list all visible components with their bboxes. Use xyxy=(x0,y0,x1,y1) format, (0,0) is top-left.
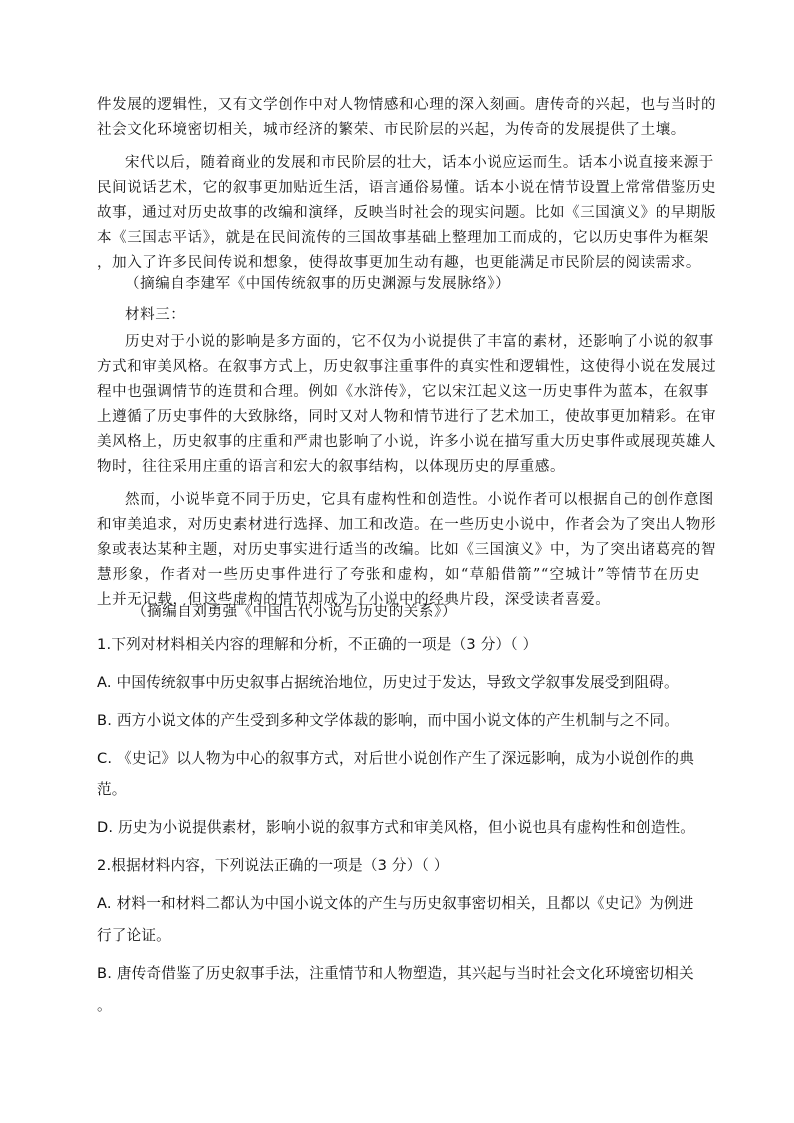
text-line: 故事，通过对历史故事的改编和演绎，反映当时社会的现实问题。比如《三国演义》的早期版 xyxy=(97,205,717,221)
question-2-stem: 2.根据材料内容，下列说法正确的一项是（3 分）（ ） xyxy=(97,857,449,874)
text-line: 宋代以后，随着商业的发展和市民阶层的壮大，话本小说应运而生。话本小说直接来源于 xyxy=(125,155,714,171)
text-line: ，加入了许多民间传说和想象，使得故事更加生动有趣，也更能满足市民阶层的阅读需求。 xyxy=(97,255,701,271)
text-line: 然而，小说毕竟不同于历史，它具有虚构性和创造性。小说作者可以根据自己的创作意图 xyxy=(125,492,714,508)
text-line: 上并无记载，但这些虚构的情节却成为了小说中的经典片段，深受读者喜爱。 xyxy=(97,592,611,608)
text-line: 美风格上，历史叙事的庄重和严肃也影响了小说，许多小说在描写重大历史事件或展现英雄人 xyxy=(97,434,717,450)
question-2-option-a-line-1: A. 材料一和材料二都认为中国小说文体的产生与历史叙事密切相关，且都以《史记》为例进 xyxy=(97,895,694,912)
text-line: 本《三国志平话》，就是在民间流传的三国故事基础上整理加工而成的，它以历史事件为框架 xyxy=(97,230,709,246)
text-line: 和审美追求，对历史素材进行选择、加工和改造。在一些历史小说中，作者会为了突出人物形 xyxy=(97,517,717,533)
text-line: 方式和审美风格。在叙事方式上，历史叙事注重事件的真实性和逻辑性，这使得小说在发展过 xyxy=(97,359,717,375)
question-1-stem: 1.下列对材料相关内容的理解和分析，不正确的一项是（3 分）（ ） xyxy=(97,636,538,653)
text-line: 上遵循了历史事件的大致脉络，同时又对人物和情节进行了艺术加工，使故事更加精彩。在审 xyxy=(97,409,717,425)
question-2-option-b-line-1: B. 唐传奇借鉴了历史叙事手法，注重情节和人物塑造，其兴起与当时社会文化环境密切相关 xyxy=(97,965,694,982)
question-2-option-a-line-2: 行了论证。 xyxy=(97,927,171,944)
question-1-option-b: B. 西方小说文体的产生受到多种文学体裁的影响，而中国小说文体的产生机制与之不同。 xyxy=(97,712,680,729)
text-line: 历史对于小说的影响是多方面的，它不仅为小说提供了丰富的素材，还影响了小说的叙事 xyxy=(125,334,714,350)
text-line: 物时，往往采用庄重的语言和宏大的叙事结构，以体现历史的厚重感。 xyxy=(97,459,566,475)
text-line: 程中也强调情节的连贯和合理。例如《水浒传》，它以宋江起义这一历史事件为蓝本，在叙事 xyxy=(97,384,709,400)
text-line: 社会文化环境密切相关，城市经济的繁荣、市民阶层的兴起，为传奇的发展提供了土壤。 xyxy=(97,122,686,138)
question-2-option-b-line-2: 。 xyxy=(97,997,112,1014)
material-3-label: 材料三： xyxy=(125,307,186,323)
question-1-option-d: D. 历史为小说提供素材，影响小说的叙事方式和审美风格，但小说也具有虚构性和创造性。 xyxy=(97,819,696,836)
text-line: 民间说话艺术，它的叙事更加贴近生活，语言通俗易懂。话本小说在情节设置上常常借鉴历史 xyxy=(97,180,717,196)
source-citation-2: （摘编自李建军《中国传统叙事的历史渊源与发展脉络》） xyxy=(125,276,511,292)
source-citation-3: （摘编自刘勇强《中国古代小说与历史的关系》） xyxy=(132,604,457,620)
text-line: 件发展的逻辑性，又有文学创作中对人物情感和心理的深入刻画。唐传奇的兴起，也与当时的 xyxy=(97,97,717,113)
text-line: 慧形象，作者对一些历史事件进行了夸张和虚构，如“草船借箭”“空城计”等情节在历史 xyxy=(97,567,700,583)
question-1-option-a: A. 中国传统叙事中历史叙事占据统治地位，历史过于发达，导致文学叙事发展受到阻碍。 xyxy=(97,674,679,691)
question-1-option-c-line-2: 范。 xyxy=(97,781,127,798)
text-line: 象或表达某种主题，对历史事实进行适当的改编。比如《三国演义》中，为了突出诸葛亮的智 xyxy=(97,542,717,558)
question-1-option-c-line-1: C. 《史记》以人物为中心的叙事方式，对后世小说创作产生了深远影响，成为小说创作的典 xyxy=(97,750,695,767)
